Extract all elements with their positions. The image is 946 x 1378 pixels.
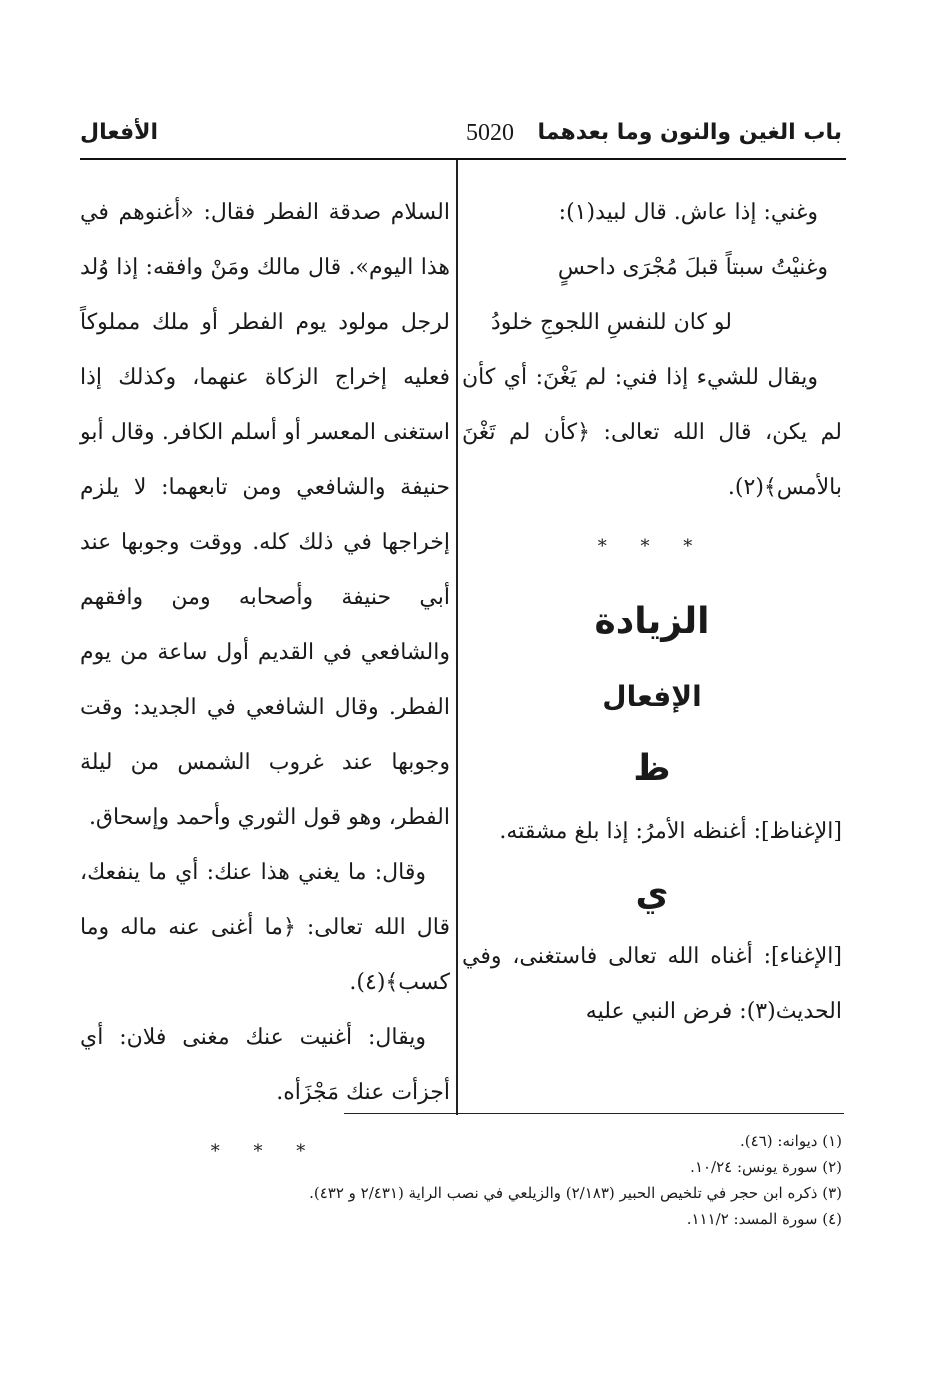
verse-line: لو كان للنفسِ اللجوجِ خلودُ	[490, 310, 732, 335]
left-column	[80, 185, 450, 1189]
paragraph: ويقال: أغنيت عنك مغنى فلان: أي أجزأت عنك مَجْزَأه.	[80, 1025, 450, 1105]
section-running-title: الأفعال	[80, 120, 159, 145]
paragraph: [الإغناظ]: أغنظه الأمرُ: إذا بلغ مشقته.	[499, 819, 842, 844]
chapter-title: باب الغين والنون وما بعدهما	[537, 120, 842, 145]
right-column	[462, 185, 842, 1039]
footnote: (١) ديوانه: (٤٦).	[740, 1132, 842, 1150]
column-divider	[456, 160, 458, 1115]
letter-heading: ي	[635, 873, 669, 914]
page-number: 5020	[466, 120, 514, 146]
footnotes	[162, 1128, 842, 1232]
footnote: (٣) ذكره ابن حجر في تلخيص الحبير (٢/١٨٣) والزيلعي في نصب الراية (٢/٤٣١ و ٤٣٢).	[309, 1184, 842, 1202]
page-header	[80, 118, 842, 158]
paragraph: [الإغناء]: أغناه الله تعالى فاستغنى، وفي الحديث(٣): فرض النبي عليه	[462, 944, 842, 1024]
verse-line: وغنيْتُ سبتاً قبلَ مُجْرَى داحسٍ	[557, 255, 828, 280]
letter-heading: ظ	[633, 748, 671, 789]
footnote-rule	[344, 1113, 844, 1114]
footnote: (٢) سورة يونس: ١٠/٢٤.	[690, 1158, 842, 1176]
footnote: (٤) سورة المسد: ١١١/٢.	[686, 1210, 842, 1228]
subsection-heading: الإفعال	[602, 680, 702, 713]
paragraph: ويقال للشيء إذا فني: لم يَغْنَ: أي كأن لم يكن، قال الله تعالى: ﴿كأن لم تَغْنَ بالأمس﴾(٢).	[462, 365, 842, 500]
paragraph: وغني: إذا عاش. قال لبيد(١):	[558, 200, 818, 225]
section-separator: * * *	[210, 1141, 320, 1162]
header-rule	[80, 158, 846, 160]
paragraph: وقال: ما يغني هذا عنك: أي ما ينفعك، قال الله تعالى: ﴿ما أغنى عنه ماله وما كسب﴾(٤).	[80, 860, 450, 995]
section-heading: الزيادة	[594, 601, 710, 642]
paragraph: السلام صدقة الفطر فقال: «أغنوهم في هذا اليوم». قال مالك ومَنْ وافقه: إذا وُلد لرجل مولود يوم الفطر أو ملك مملوكاً فعليه إخراج الزكاة عنهما، وكذلك إذا استغنى المعسر أو أسلم الكافر. وقال أبو حنيفة والشافعي ومن تابعهما: لا يلزم إخراجها في ذلك كله. ووقت وجوبها عند أبي حنيفة وأصحابه ومن وافقهم والشافعي في القديم أول ساعة من يوم الفطر. وقال الشافعي في الجديد: وقت وجوبها عند غروب الشمس من ليلة الفطر، وهو قول الثوري وأحمد وإسحاق.	[80, 200, 450, 830]
section-separator: * * *	[597, 536, 707, 557]
